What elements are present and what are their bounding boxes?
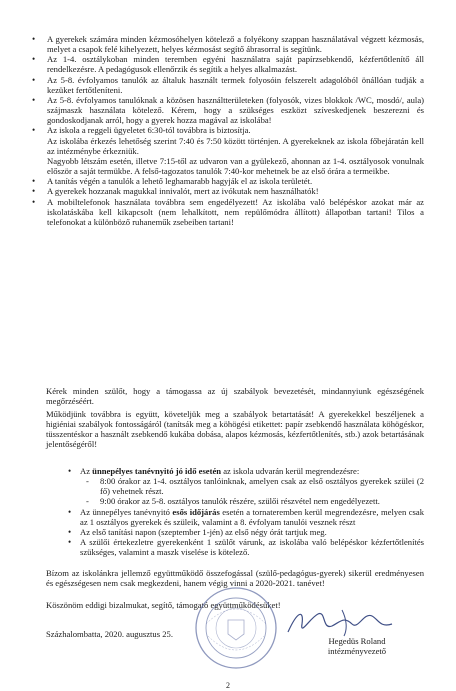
opening-ceremony-list [60,466,424,557]
schedule-item: - 8:00 órakor az 1-4. osztályos tanlóinknak, amelyen csak az első osztályos gyerekek szülei (2 fő) vehetnek részt. [86,476,424,497]
dash-icon: - [86,496,89,507]
rule-item: • A tanítás végén a tanulók a lehető leghamarabb hagyják el az iskola területét. [32,176,313,187]
bullet-icon: • [32,196,36,207]
school-stamp-icon [192,584,280,672]
bullet-icon: • [32,94,36,105]
bullet-icon: • [32,125,36,136]
signer-title: intézményvezető [327,646,387,657]
bullet-icon: • [32,54,36,65]
place-date: Százhalombatta, 2020. augusztus 25. [46,629,173,639]
support-paragraph: Kérek minden szülőt, hogy a támogassa az új szabályok bevezetését, mindannyiunk egészségének megőrzéséért. [46,386,424,407]
rule-item: • A gyerekek számára minden kézmosóhelyen kötelező a folyékony szappan használatával végzett kézmosás, melyet a csapok felé kihelyezett, helyes kézmosást segítő ábrasorral is segítünk. [32,34,424,55]
rule-item: • Az iskola a reggeli ügyeletet 6:30-tól továbbra is biztosítja. Az iskolába érkezés lehetőség szerint 7:40 és 7:50 között történjen. A gyerekeknek az iskola főbejáratán kell az intézménybe érkezniük. Nagyobb létszám esetén, illetve 7:15-től az udvaron van a gyülekező, ahonnan az 1-4. osztályosok vonulnak először a saját termükbe. A felső-tagozatos tanulók 7:40-kor mehetnek be az első órára a termeikbe. [32,125,424,177]
closing-paragraph: Bízom az iskolánkra jellemző együttműködő összefogással (szülő-pedagógus-gyerek) sikerül eredményesen és egészségesen nem csak megkezdeni, hanem végig vinni a 2020-2021. tanévet! [46,568,424,589]
bullet-icon: • [32,186,36,197]
bullet-icon: • [68,526,72,537]
bullet-icon: • [68,537,72,548]
bullet-icon: • [32,34,36,44]
bullet-icon: • [68,466,72,476]
rule-item: • A gyerekek hozzanak magukkal innivalót, mert az ivókutak nem használhatók! [32,186,319,197]
bullet-icon: • [32,176,36,187]
parent-meeting-item: • A szülői értekezletre gyerekenként 1 szülőt várunk, az iskolába való belépéskor kézfertőtlenítés szükséges, valamint a maszk viselése is kötelező. [68,537,424,558]
schedule-sublist [80,476,424,506]
rules-list [18,34,424,227]
rule-item: • A mobiltelefonok használata továbbra sem engedélyezett! Az iskolába való belépéskor azokat már az iskolatáskába kell kikapcsolt (nem lehalkított, nem repülőmódra állított) állapotban tartani! Tilos a telefonokat a különböző ruhaneműk zsebeiben tartani! [32,196,424,227]
thanks-line: Köszönöm eddigi bizalmukat, segítő, támogató együttműködésüket! [46,600,281,610]
signature-icon [282,606,402,638]
cooperation-paragraph: Működjünk továbbra is együtt, követeljük meg a szabályok betartatását! A gyerekekkel beszéljenek a higiéniai szabályok fontosságáról (tanítsák meg a köhögési etikettet: papír zsebkendő használata köhögéskor, tüsszentéskor a használt zsebkendő kukába dobása, alapos kézmosás, kézfertőtlenítés, stb.) azok betartásának jelentőségéről! [46,409,424,450]
rule-item: • Az 5-8. évfolyamos tanulóknak a közösen használtterületeken (folyosók, vizes blokkok /WC, mosdó/, aula) szájmaszk használata kötelező. Kérem, hogy a szükséges eszközt szíveskedjenek beszerezni és gondoskodjanak arról, hogy a gyerek hozza magával az iskolába! [32,94,424,126]
page-number: 2 [226,681,230,690]
dash-icon: - [86,476,89,487]
signer-name: Hegedüs Roland [328,636,386,646]
bullet-icon: • [68,506,72,517]
rule-item: • Az 1-4. osztálykoban minden teremben egyéni használatra saját papírzsebkendő, kézfertőtlenítő áll rendelkezésre. A pedagógusok ellenőrzik és segítik a helyes alkalmazást. [32,54,424,75]
bullet-icon: • [32,74,36,85]
signature-block [307,636,407,656]
schedule-item: - 9:00 órakor az 5-8. osztályos tanulók részére, szülői részvétel nem engedélyezett. [86,496,380,507]
ceremony-item-good-weather: • Az ünnepélyes tanévnyitó jó idő esetén az iskola udvarán kerül megrendezésre: - 8:00 órakor az 1-4. osztályos tanlóinknak, amelyen csak az első osztályos gyerekek szülei (2 fő) vehetnek részt. - 9:00 órakor az 5-8. osztályos tanulók részére, szülői részvétel nem engedélyezett. [68,466,424,507]
first-day-item: • Az első tanítási napon (szeptember 1-jén) az első négy órát tartjuk meg. [68,526,327,537]
rule-item: • Az 5-8. évfolyamos tanulók az általuk használt termek folyosóin felszerelt adagolóból önállóan tudják a kezüket fertőtleníteni. [32,74,424,95]
ceremony-item-rainy-weather: • Az ünnepélyes tanévnyitó esős időjárás esetén a tornateremben kerül megrendezésre, melyen csak az 1 osztályos gyerekek és szüleik, valamint a 8. évfolyam tanulói vesznek részt [68,506,425,527]
